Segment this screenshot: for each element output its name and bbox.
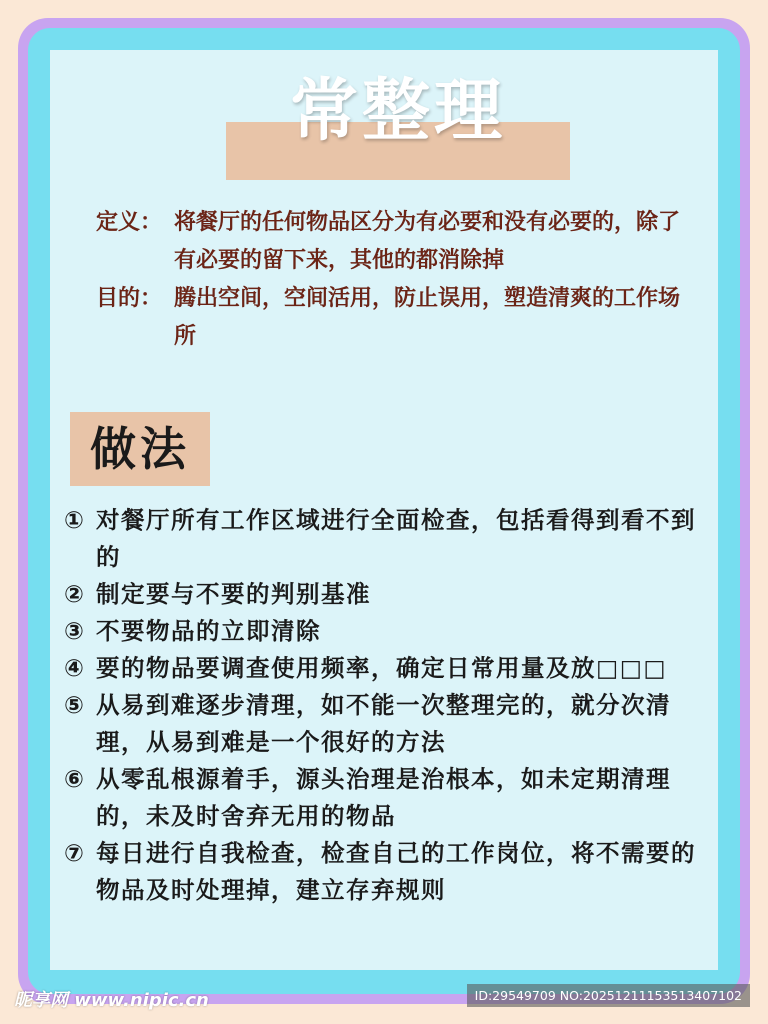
step-number: ⑥ xyxy=(64,765,86,793)
list-item xyxy=(64,687,704,761)
step-number: ⑤ xyxy=(64,691,86,719)
definition-text: 将餐厅的任何物品区分为有必要和没有必要的，除了有必要的留下来，其他的都消除掉 xyxy=(174,210,681,273)
method-heading: 做法 xyxy=(90,422,190,476)
definition-label: 定义： xyxy=(96,210,163,235)
list-item xyxy=(64,835,704,909)
step-text: 每日进行自我检查，检查自己的工作岗位，将不需要的物品及时处理掉，建立存弃规则 xyxy=(96,839,696,904)
step-text: 要的物品要调查使用频率，确定日常用量及放□□□ xyxy=(96,654,668,682)
purpose-row xyxy=(96,280,686,356)
definition-block xyxy=(96,204,686,356)
image-id-watermark: ID:29549709 NO:20251211153513407102 xyxy=(467,984,750,1007)
list-item xyxy=(64,761,704,835)
list-item xyxy=(64,576,704,613)
step-number: ④ xyxy=(64,654,86,682)
step-text: 从易到难逐步清理，如不能一次整理完的，就分次清理，从易到难是一个很好的方法 xyxy=(96,691,671,756)
site-watermark: 昵享网 www.nipic.cn xyxy=(14,990,209,1011)
step-text: 对餐厅所有工作区域进行全面检查，包括看得到看不到的 xyxy=(96,506,696,571)
purpose-text: 腾出空间，空间活用，防止误用，塑造清爽的工作场所 xyxy=(174,286,681,349)
purpose-label: 目的： xyxy=(96,286,163,311)
step-text: 不要物品的立即清除 xyxy=(96,617,321,645)
step-text: 从零乱根源着手，源头治理是治根本，如未定期清理的，未及时舍弃无用的物品 xyxy=(96,765,671,830)
step-number: ⑦ xyxy=(64,839,86,867)
list-item xyxy=(64,650,704,687)
page-title: 常整理 xyxy=(289,72,506,151)
list-item xyxy=(64,613,704,650)
step-text: 制定要与不要的判别基准 xyxy=(96,580,371,608)
step-number: ③ xyxy=(64,617,86,645)
step-number: ① xyxy=(64,506,86,534)
list-item xyxy=(64,502,704,576)
step-number: ② xyxy=(64,580,86,608)
steps-list xyxy=(64,502,704,909)
definition-row xyxy=(96,204,686,280)
